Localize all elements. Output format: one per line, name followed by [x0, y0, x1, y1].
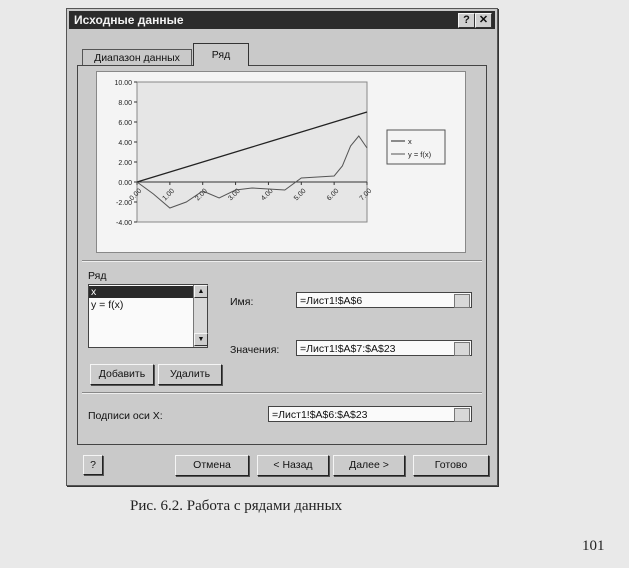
y-tick-label: 8.00: [118, 100, 132, 107]
delete-series-button[interactable]: Удалить: [158, 364, 222, 385]
back-button[interactable]: < Назад: [257, 455, 329, 476]
name-input-value: =Лист1!$A$6: [300, 295, 363, 307]
x-tick-label: 4.00: [260, 187, 275, 203]
name-input[interactable]: [296, 292, 472, 308]
x-axis-labels-input[interactable]: [268, 406, 472, 422]
y-tick-label: 4.00: [118, 140, 132, 147]
values-input-value: =Лист1!$A$7:$A$23: [300, 343, 396, 355]
tab-series[interactable]: Ряд: [193, 43, 249, 66]
x-tick-label: 7.00: [358, 187, 374, 203]
y-tick-label: 0.00: [118, 180, 132, 187]
x-tick-label: 2.00: [194, 187, 209, 203]
values-input[interactable]: [296, 340, 472, 356]
collapse-dialog-icon[interactable]: [454, 408, 470, 422]
scroll-up-icon[interactable]: ▲: [194, 285, 208, 298]
divider: [82, 392, 482, 394]
x-tick-label: 1.00: [161, 187, 177, 203]
x-axis-labels-label: Подписи оси X:: [88, 410, 163, 422]
x-axis-labels-value: =Лист1!$A$6:$A$23: [272, 409, 368, 421]
y-tick-label: 2.00: [118, 160, 132, 167]
source-data-dialog: [66, 8, 498, 486]
x-tick-label: 3.00: [227, 187, 242, 203]
legend-entry: x: [408, 137, 412, 146]
dialog-title: Исходные данные: [74, 13, 184, 27]
list-item[interactable]: x: [89, 286, 197, 298]
divider: [82, 260, 482, 262]
collapse-dialog-icon[interactable]: [454, 342, 470, 356]
name-label: Имя:: [230, 296, 254, 308]
series-group-label: Ряд: [88, 270, 107, 282]
plot-area: [137, 82, 367, 222]
series-listbox[interactable]: [88, 284, 208, 348]
title-bar: [69, 11, 495, 29]
values-label: Значения:: [230, 344, 280, 356]
help-icon[interactable]: ?: [83, 455, 103, 475]
y-tick-label: 10.00: [114, 80, 132, 87]
x-tick-label: 0.00: [128, 187, 144, 203]
next-button[interactable]: Далее >: [333, 455, 405, 476]
x-tick-label: 6.00: [325, 187, 341, 203]
list-item[interactable]: y = f(x): [91, 299, 124, 311]
x-tick-label: 5.00: [292, 187, 308, 203]
tab-data-range[interactable]: Диапазон данных: [82, 49, 192, 66]
y-tick-label: -2.00: [116, 200, 132, 207]
y-tick-label: 6.00: [118, 120, 132, 127]
legend-entry: y = f(x): [408, 150, 432, 159]
cancel-button[interactable]: Отмена: [175, 455, 249, 476]
help-title-button[interactable]: ?: [458, 13, 475, 28]
figure-caption: Рис. 6.2. Работа с рядами данных: [130, 498, 343, 514]
page-number: 101: [582, 538, 605, 554]
add-series-button[interactable]: Добавить: [90, 364, 154, 385]
collapse-dialog-icon[interactable]: [454, 294, 470, 308]
scroll-down-icon[interactable]: ▼: [194, 333, 208, 346]
listbox-scrollbar[interactable]: [193, 285, 207, 347]
series-tab-panel: [77, 65, 487, 445]
close-button[interactable]: ✕: [475, 13, 492, 28]
finish-button[interactable]: Готово: [413, 455, 489, 476]
chart-svg: [97, 72, 465, 252]
chart-preview: [96, 71, 466, 253]
y-tick-label: -4.00: [116, 220, 132, 227]
